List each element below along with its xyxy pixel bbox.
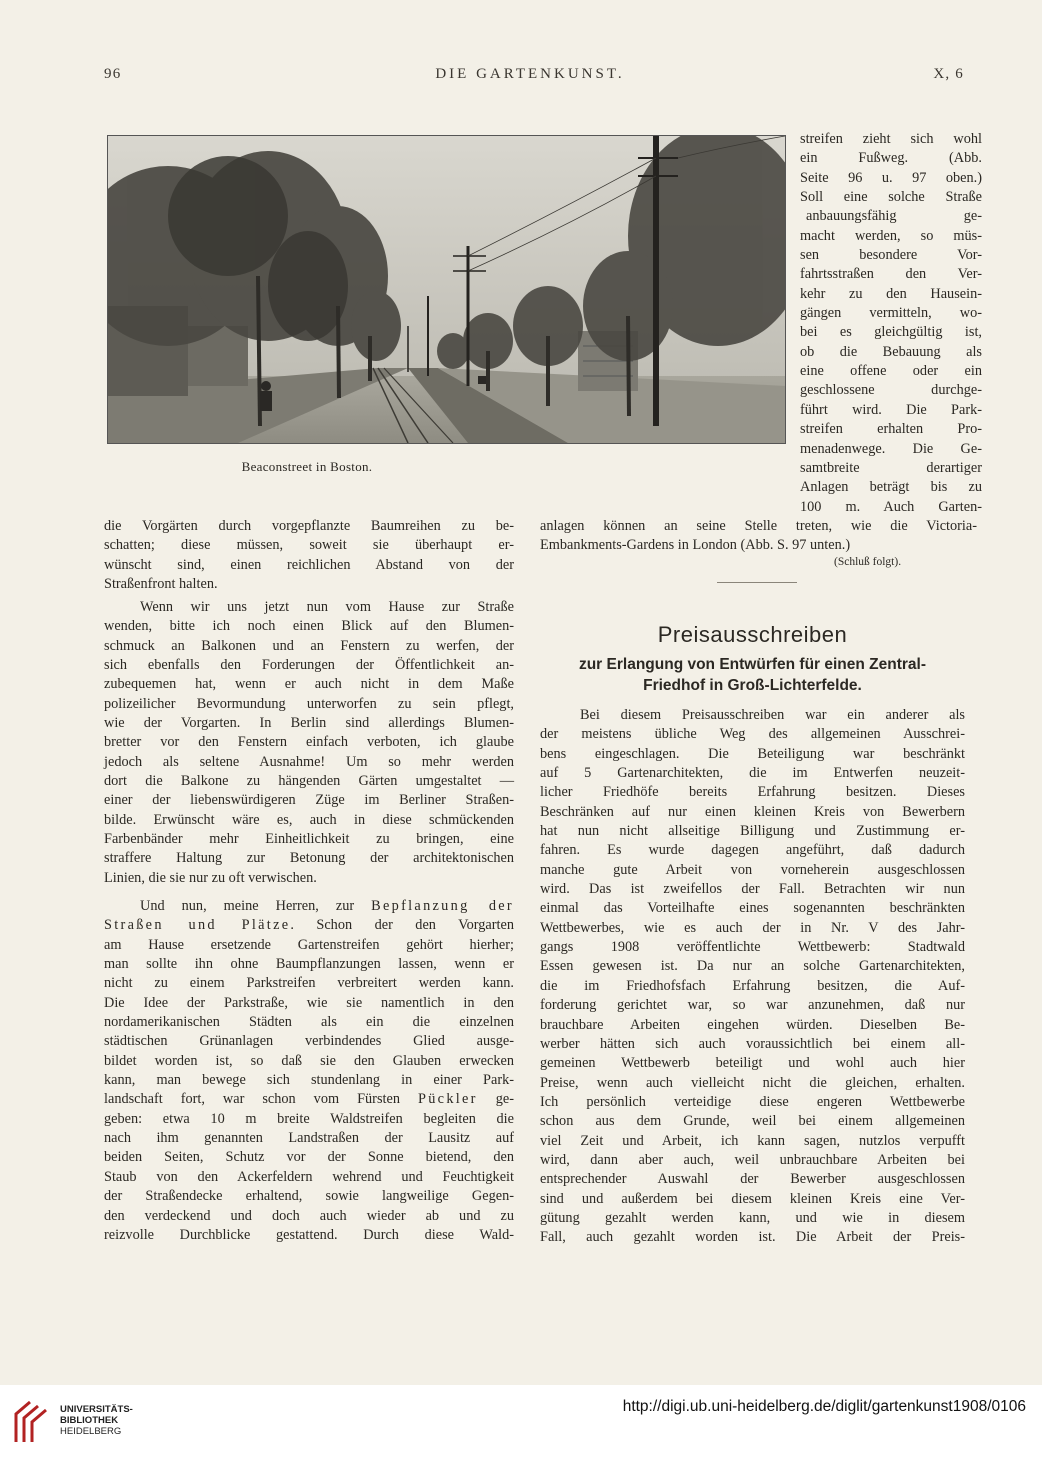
figure-caption: Beaconstreet in Boston. xyxy=(241,459,373,474)
right-column-continuation xyxy=(540,517,977,556)
library-footer xyxy=(0,1385,1042,1461)
text-line: sich ebenfalls den Forderungen der Öffentlichkeit an- xyxy=(104,657,514,674)
text-line: Staub von den Ackerfeldern wehrend und Feuchtigkeit xyxy=(104,1168,514,1185)
text-line xyxy=(104,916,514,935)
text-line: die Vorgärten durch vorgepflanzte Baumreihen zu be- xyxy=(104,518,514,534)
source-url-link[interactable]: http://digi.ub.uni-heidelberg.de/diglit/gartenkunst1908/0106 xyxy=(622,1398,1026,1415)
text-line: wird. Das ist zweifellos der Fall. Betrachten wir nun xyxy=(540,881,965,898)
text-line: gängen vermitteln, wo- xyxy=(800,305,982,322)
continued-note: (Schluß folgt). xyxy=(834,556,902,568)
text-line: nordamerikanischen Städten als ein die einzelnen xyxy=(104,1014,514,1031)
text-line: sind und außerdem bei diesem kleinen Kreis eine Ver- xyxy=(540,1190,965,1207)
text-line xyxy=(104,1090,514,1109)
text-line: streifen erhalten Pro- xyxy=(800,421,982,438)
section-subtitle xyxy=(540,654,965,696)
text-line: wie der Vorgarten. In Berlin sind allerdings Blumen- xyxy=(104,715,514,732)
text-line: wünscht sind, einen reichlichen Abstand von der xyxy=(104,556,514,573)
text-line: macht werden, so müs- xyxy=(800,227,982,244)
subtitle-line: zur Erlangung von Entwürfen für einen Zentral- xyxy=(578,656,927,673)
section-divider xyxy=(717,582,797,583)
text-line: nicht zu einem Parkstreifen verbreitert werden kann. xyxy=(104,975,514,992)
text-line: gangs 1908 veröffentlichte Wettbewerb: Stadtwald xyxy=(540,939,965,956)
text-line: Anlagen beträgt bis zu xyxy=(800,479,982,496)
library-line: BIBLIOTHEK xyxy=(60,1415,119,1426)
text-line: den verdeckend und doch auch wieder ab und zu xyxy=(104,1207,514,1224)
section-body xyxy=(540,706,965,1248)
text-line: schmuck an Balkonen und an Fenstern zu werfen, der xyxy=(104,637,514,654)
text-line: entsprechender Auswahl der Bewerber ausgeschlossen xyxy=(540,1171,965,1188)
text-line: straffere Haltung zur Betonung der architektonischen xyxy=(104,850,514,867)
library-logo-icon xyxy=(12,1398,50,1446)
library-name xyxy=(60,1404,133,1437)
text-line: anbauungsfähig ge- xyxy=(806,208,982,225)
right-column-top-text xyxy=(800,130,982,517)
emphasis-text: Pückler xyxy=(417,1091,478,1108)
text-line: Die Idee der Parkstraße, wie sie namentlich in den xyxy=(104,994,514,1011)
text-run: Und nun, meine Herren, zur xyxy=(140,898,372,914)
text-line: der meistens übliche Weg des allgemeinen Ausschrei- xyxy=(540,726,965,743)
text-line: bildet worden ist, so daß sie den Glauben erwecken xyxy=(104,1052,514,1069)
text-line: streifen zieht sich wohl xyxy=(800,131,982,147)
text-line: gütung gezahlt werden kann, und wie in diesem xyxy=(540,1209,965,1226)
section-title: Preisausschreiben xyxy=(657,622,848,647)
text-line: kann, man bewege sich stundenlang in einer Park- xyxy=(104,1072,514,1089)
text-line: licher Friedhöfe bereits Erfahrung besitzen. Dieses xyxy=(540,784,965,801)
text-line: reizvolle Durchblicke gestattend. Durch diese Wald- xyxy=(104,1226,514,1243)
left-paragraph-3 xyxy=(104,897,514,1245)
text-line: schon aus dem Grunde, weil bei einem allgemeinen xyxy=(540,1113,965,1130)
text-line: brauchbare Arbeiten eingehen würden. Dieselben Be- xyxy=(540,1016,965,1033)
text-line: geben: etwa 10 m breite Waldstreifen begleiten die xyxy=(104,1110,514,1127)
text-line: beiden Seiten, Schutz vor der Sonne bietend, den xyxy=(104,1149,514,1166)
text-line: Seite 96 u. 97 oben.) xyxy=(800,169,982,186)
text-line: Straßenfront halten. xyxy=(104,576,218,593)
text-line: werber hätten sich auch voraussichtlich bei einem all- xyxy=(540,1035,965,1052)
text-line: wenden, bitte ich noch einen Blick auf den Blumen- xyxy=(104,618,514,635)
text-line: einer der liebenswürdigeren Züge im Berliner Straßen- xyxy=(104,792,514,809)
text-run: landschaft fort, war schon vom Fürsten xyxy=(104,1091,418,1108)
text-line: samtbreite derartiger xyxy=(800,459,982,476)
text-line: Essen gewesen ist. Da nur an solche Gartenarchitekten, xyxy=(540,958,965,975)
text-line: forderung gerichtet war, so war anzunehmen, daß nur xyxy=(540,997,965,1014)
text-line: bens eingeschlagen. Die Beteiligung war beschränkt xyxy=(540,745,965,762)
text-line: fahren. Es wurde dagegen angeführt, daß dadurch xyxy=(540,842,965,859)
text-line: am Hause ersetzende Gartenstreifen gehört hierher; xyxy=(104,936,514,953)
text-line: ob die Bebauung als xyxy=(800,343,982,360)
text-line: Beschränken auf nur einen kleinen Kreis von Bewerbern xyxy=(540,803,965,820)
text-line: bei es gleichgültig ist, xyxy=(800,324,982,341)
text-run: ge- xyxy=(477,1091,514,1108)
text-line: menadenwege. Die Ge- xyxy=(800,440,982,457)
text-line: Embankments-Gardens in London (Abb. S. 97 unten.) xyxy=(540,537,851,554)
text-line: die im Friedhofsfach Erfahrung besitzen, die Auf- xyxy=(540,977,965,994)
text-line: Wenn wir uns jetzt nun vom Hause zur Straße xyxy=(140,599,514,615)
text-line: anlagen können an seine Stelle treten, wie die Victoria- xyxy=(540,518,977,534)
text-line: fahrtsstraßen den Ver- xyxy=(800,266,982,283)
text-line: viel Zeit und Arbeit, ich kann sagen, nutzlos verpufft xyxy=(540,1132,965,1149)
library-line: HEIDELBERG xyxy=(60,1426,122,1437)
left-paragraph-2 xyxy=(104,598,514,888)
text-line: Preise, wenn auch vielleicht nicht die gleichen, erhalten. xyxy=(540,1074,965,1091)
text-line: 100 m. Auch Garten- xyxy=(800,498,982,515)
text-line: nach ihm genannten Landstraßen der Lausitz auf xyxy=(104,1130,514,1147)
text-line: manche gute Arbeit von vorneherein ausgeschlossen xyxy=(540,861,965,878)
text-line: Linien, die sie nur zu oft verwischen. xyxy=(104,869,317,886)
text-line: Soll eine solche Straße xyxy=(800,189,982,206)
text-line: sen besondere Vor- xyxy=(800,247,982,264)
subtitle-line: Friedhof in Groß-Lichterfelde. xyxy=(643,677,862,694)
running-title: DIE GARTENKUNST. xyxy=(435,66,625,82)
text-line: hat nun nicht allseitige Billigung und Zustimmung er- xyxy=(540,823,965,840)
text-line: bretter vor den Fenstern einfach verboten, ich glaube xyxy=(104,734,514,751)
text-line: wird, dann aber auch, weil unbrauchbare Arbeiten bei xyxy=(540,1151,965,1168)
text-line: bilde. Erwünscht wäre es, auch in diese schmückenden xyxy=(104,811,514,828)
text-line: Wettbewerbes, wie es auch der in Nr. V des Jahr- xyxy=(540,919,965,936)
text-line: man sollte ihn ohne Baumpflanzungen lassen, wenn er xyxy=(104,956,514,973)
text-line: polizeilicher Bevormundung unterworfen zu sein pflegt, xyxy=(104,695,514,712)
text-line: zubequemen hat, wenn er auch nicht in dem Maße xyxy=(104,676,514,693)
emphasis-text: Bepflanzung der xyxy=(371,898,514,914)
text-line: gemeinen Wettbewerb beteiligt und wohl auch hier xyxy=(540,1055,965,1072)
page-number: 96 xyxy=(104,66,122,82)
left-paragraph-1 xyxy=(104,517,514,594)
beaconstreet-photo xyxy=(107,135,786,444)
text-line: jedoch als seltene Ausnahme! Um so mehr werden xyxy=(104,753,514,770)
text-line: kehr zu den Hausein- xyxy=(800,285,982,302)
text-line: ein Fußweg. (Abb. xyxy=(800,150,982,167)
text-line: Farbenbänder mehr Einheitlichkeit zu bringen, eine xyxy=(104,831,514,848)
text-line: eine offene oder ein xyxy=(800,363,982,380)
text-line: der Straßendecke erhaltend, sowie langweilige Gegen- xyxy=(104,1188,514,1205)
text-line: einmal das Vorteilhafte eines sogenannten beschränkten xyxy=(540,900,965,917)
text-line: städtischen Grünanlagen verbindendes Glied ausge- xyxy=(104,1033,514,1050)
text-line: geschlossene durchge- xyxy=(800,382,982,399)
emphasis-text: Straßen und Plätze xyxy=(104,917,291,934)
volume-issue: X, 6 xyxy=(933,66,964,82)
text-line: Ich persönlich verteidige diese engeren Wettbewerbe xyxy=(540,1093,965,1110)
text-line: dort die Balkone zu hängenden Gärten umgestaltet — xyxy=(104,773,514,790)
text-line: führt wird. Die Park- xyxy=(800,401,982,418)
text-line: Fall, auch gezahlt worden ist. Die Arbeit der Preis- xyxy=(540,1229,965,1246)
text-run: . Schon der den Vorgarten xyxy=(290,917,514,934)
library-line: UNIVERSITÄTS- xyxy=(60,1404,133,1415)
text-line: auf 5 Gartenarchitekten, die im Entwerfen neuzeit- xyxy=(540,765,965,782)
text-line: schatten; diese müssen, soweit sie überhaupt er- xyxy=(104,537,514,554)
text-line xyxy=(104,897,514,916)
text-line: Bei diesem Preisausschreiben war ein anderer als xyxy=(580,707,965,723)
